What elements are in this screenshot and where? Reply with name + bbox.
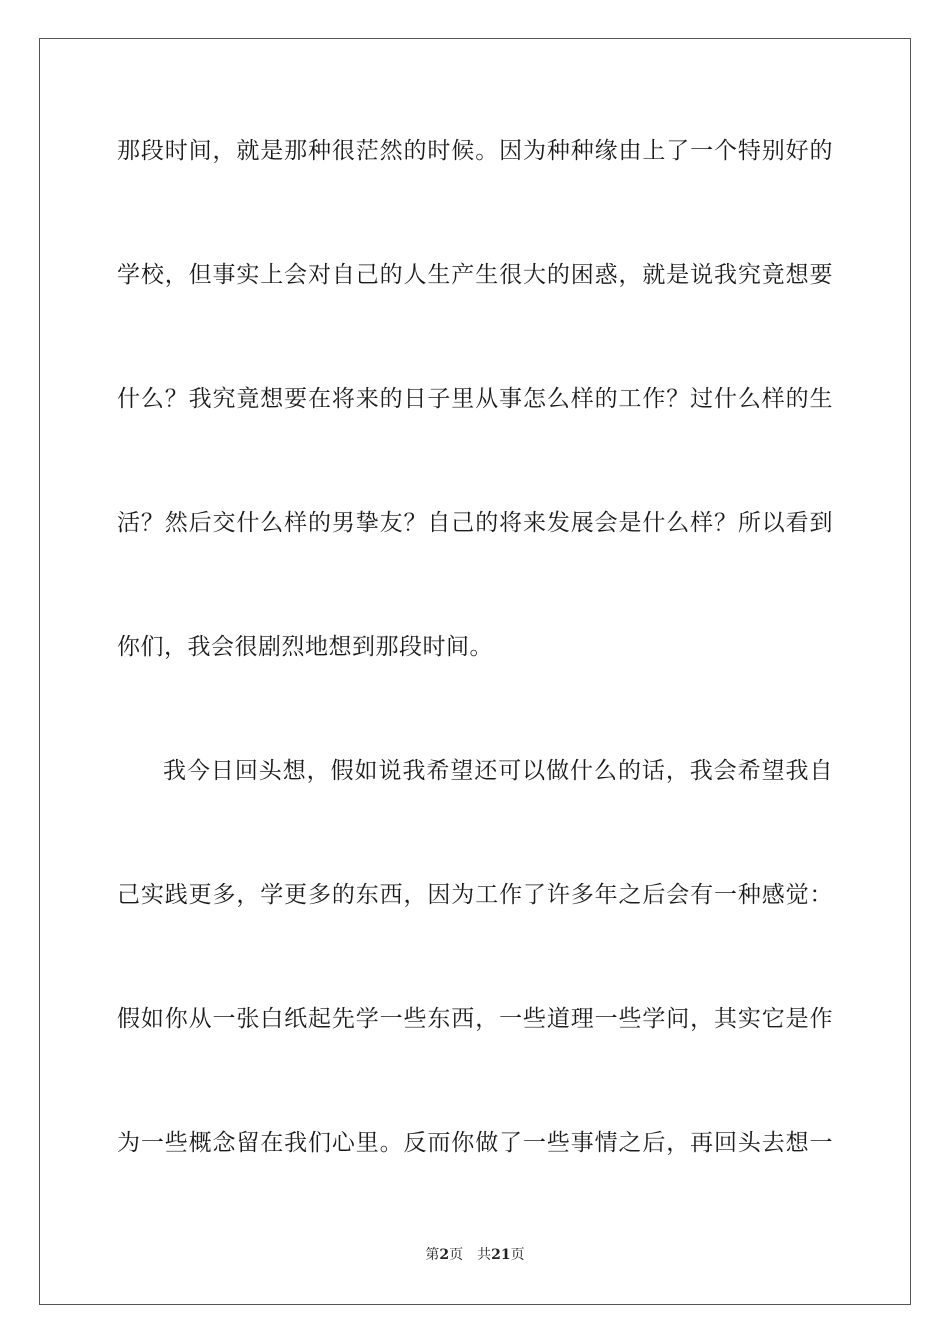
page-prefix: 第 <box>425 1247 440 1263</box>
body-text-line-8: 假如你从一张白纸起先学一些东西，一些道理一些学问，其实它是作 <box>117 1006 833 1032</box>
body-text-line-9: 为一些概念留在我们心里。反而你做了一些事情之后，再回头去想一 <box>117 1130 833 1156</box>
page-suffix: 页 <box>449 1247 464 1263</box>
body-text-line-6: 我今日回头想，假如说我希望还可以做什么的话，我会希望我自 <box>163 758 833 784</box>
body-text-line-4: 活？然后交什么样的男挚友？自己的将来发展会是什么样？所以看到 <box>117 510 833 536</box>
body-text-line-1: 那段时间，就是那种很茫然的时候。因为种种缘由上了一个特别好的 <box>117 138 833 164</box>
total-prefix: 共 <box>477 1247 492 1263</box>
body-text-line-3: 什么？我究竟想要在将来的日子里从事怎么样的工作？过什么样的生 <box>117 386 833 412</box>
page-number: 2 <box>439 1247 450 1263</box>
total-pages: 21 <box>491 1247 511 1263</box>
page-footer <box>0 1245 950 1265</box>
total-suffix: 页 <box>510 1247 525 1263</box>
body-text-line-7: 己实践更多，学更多的东西，因为工作了许多年之后会有一种感觉： <box>117 882 833 908</box>
page-border <box>39 38 911 1305</box>
body-text-line-5: 你们，我会很剧烈地想到那段时间。 <box>117 634 493 660</box>
body-text-line-2: 学校，但事实上会对自己的人生产生很大的困惑，就是说我究竟想要 <box>117 262 833 288</box>
